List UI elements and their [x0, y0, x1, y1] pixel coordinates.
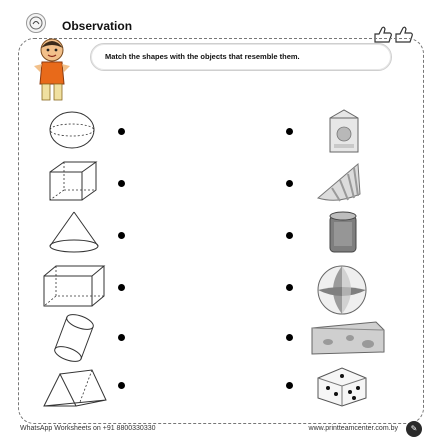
match-dot-right-2[interactable] [286, 180, 293, 187]
cylinder-shape [50, 312, 102, 364]
brand-badge-icon: ✎ [406, 421, 422, 437]
match-dot-left-1[interactable] [118, 128, 125, 135]
page-title: Observation [62, 19, 133, 33]
sphere-shape [44, 110, 100, 150]
footer-whatsapp-text: WhatsApp Worksheets on +91 8800330330 [20, 425, 156, 432]
beach-ball-image [314, 262, 370, 318]
instruction-text: Match the shapes with the objects that resemble them. [105, 52, 300, 61]
footer-website-text: www.printteamcenter.com.by [308, 425, 398, 432]
party-hat-image [314, 160, 364, 204]
instruction-box [90, 43, 392, 71]
match-dot-left-3[interactable] [118, 232, 125, 239]
triangular-prism-shape [40, 366, 108, 410]
match-dot-right-1[interactable] [286, 128, 293, 135]
match-dot-left-2[interactable] [118, 180, 125, 187]
soda-can-image [326, 210, 360, 256]
om-logo-icon [26, 13, 46, 33]
milk-carton-image [322, 108, 366, 154]
match-dot-left-5[interactable] [118, 334, 125, 341]
match-dot-right-4[interactable] [286, 284, 293, 291]
match-dot-right-3[interactable] [286, 232, 293, 239]
match-dot-right-5[interactable] [286, 334, 293, 341]
dice-image [314, 362, 370, 408]
cuboid-shape [40, 262, 108, 310]
cone-shape [44, 208, 104, 254]
match-dot-right-6[interactable] [286, 382, 293, 389]
cartoon-character-image [28, 36, 76, 106]
cube-shape [44, 158, 104, 204]
match-dot-left-4[interactable] [118, 284, 125, 291]
cheese-wedge-image [306, 314, 388, 358]
match-dot-left-6[interactable] [118, 382, 125, 389]
